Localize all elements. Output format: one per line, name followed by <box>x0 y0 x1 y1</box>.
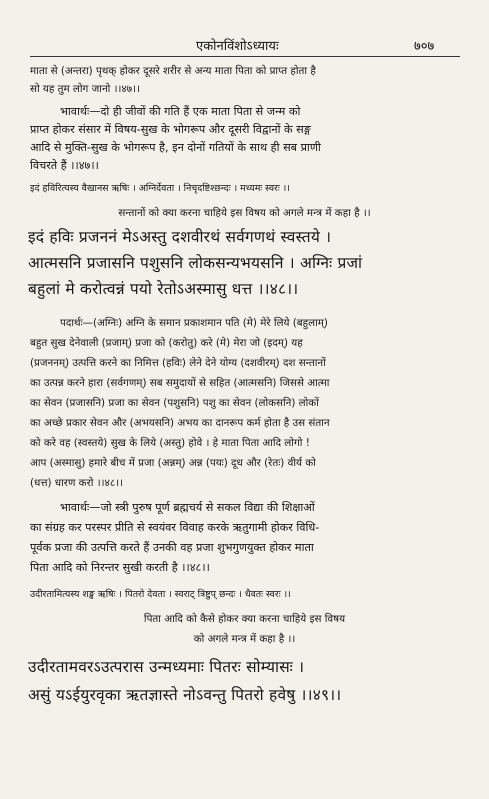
chapter-title: एकोनविंशोऽध्यायः <box>196 39 279 54</box>
mantra-intro: सन्तानों को क्या करना चाहिये इस विषय को अगले मन्त्र में कहा है ।। <box>118 207 371 219</box>
mantra-intro: पिता आदि को कैसे होकर क्या करना चाहिये इस विषय <box>143 613 346 625</box>
mantra-line: असुं यऽईयुरवृका ऋतज्ञास्ते नोऽवन्तु पितरो हवेषु ।।४९।। <box>28 686 342 704</box>
padartha-line: (धत्त) धारण करो ।।४८।। <box>30 477 124 489</box>
mantra-line: उदीरतामवरऽउत्परास उन्मध्यमाः पितरः सोम्यासः । <box>28 658 305 676</box>
mantra-metadata: इदं हविरित्यस्य वैखानस ऋषिः । अग्निर्देवता । निचृदष्टिश्छन्दः । मध्यमः स्वरः ।। <box>30 183 290 194</box>
text-line: माता से (अन्तरा) पृथक् होकर दूसरे शरीर से अन्य माता पिता को प्राप्त होता है <box>30 65 316 77</box>
mantra-metadata: उदीरतामित्यस्य शङ्ख ऋषिः । पितरो देवता । स्वराट् त्रिष्टुप् छन्दः । धैवतः स्वरः ।। <box>30 589 291 600</box>
bhavartha-line: भावार्थः—दो ही जीवों की गति हैं एक माता पिता से जन्म को <box>60 105 301 118</box>
padartha-line: का अच्छे प्रकार सेवन और (अभयसनि) अभय का दानरूप कर्म होता है उस संतान <box>30 417 330 429</box>
bhavartha-line: प्राप्त होकर संसार में विषय-सुख के भोगरूप और दूसरी विद्वानों के सङ्ग <box>30 123 311 136</box>
padartha-line: का सेवन (प्रजासनि) प्रजा का सेवन (पशुसनि) पशु का सेवन (लोकसनि) लोकों <box>30 397 319 409</box>
page-number: ७०७ <box>414 39 435 54</box>
padartha-line: (प्रजननम्) उत्पत्ति करने का निमित्त (हविः) लेने देने योग्य (दशवीरम्) दश सन्तानों <box>30 357 326 369</box>
text-line: सो यह तुम लोग जानो ।।४७।। <box>30 83 140 95</box>
mantra-line: इदं हविः प्रजननं मेऽअस्तु दशवीरथं सर्वगणथं स्वस्तये । <box>28 228 332 246</box>
bhavartha-line: विचरते हैं ।।४७।। <box>30 159 99 172</box>
bhavartha-line: का संग्रह कर परस्पर प्रीति से स्वयंवर विवाह करके ऋतुगामी होकर विधि- <box>30 521 320 534</box>
padartha-line: को करे वह (स्वस्तये) सुख के लिये (अस्तु) होवे । हे माता पिता आदि लोगो ! <box>30 437 310 449</box>
bhavartha-line: पिता आदि को निरन्तर सुखी करती है ।।४८।। <box>30 561 210 574</box>
mantra-line: आत्मसनि प्रजासनि पशुसनि लोकसन्यभयसनि । अग्निः प्रजां <box>28 254 363 272</box>
mantra-intro: को अगले मन्त्र में कहा है ।। <box>193 633 296 645</box>
padartha-line: का उत्पन्न करने हारा (सर्वगणम्) सब समुदायों से सहित (आत्मसनि) जिससे आत्मा <box>30 377 330 389</box>
padartha-line: बहुत सुख देनेवाली (प्रजाम्) प्रजा को (करोतु) करे (मे) मेरा जो (इदम्) यह <box>30 337 303 349</box>
header-rule <box>30 56 460 57</box>
padartha-line: पदार्थः—(अग्निः) अग्नि के समान प्रकाशमान पति (मे) मेरे लिये (बहुलाम्) <box>60 317 328 329</box>
padartha-line: आप (अस्मासु) हमारे बीच में प्रजा (अन्नम्) अन्न (पयः) दूध और (रेतः) वीर्य को <box>30 457 316 469</box>
bhavartha-line: पूर्वक प्रजा की उत्पत्ति करते हैं उनकी वह प्रजा शुभगुणयुक्त होकर माता <box>30 541 314 554</box>
mantra-line: बहुलां मे करोत्वन्नं पयो रेतोऽअस्मासु धत्त ।।४८।। <box>28 280 299 298</box>
bhavartha-line: आदि से मुक्ति-सुख के भोगरूप है, इन दोनों गतियों के साथ ही सब प्राणी <box>30 141 321 154</box>
bhavartha-line: भावार्थः—जो स्त्री पुरुष पूर्ण ब्रह्मचर्य से सकल विद्या की शिक्षाओं <box>60 501 315 514</box>
